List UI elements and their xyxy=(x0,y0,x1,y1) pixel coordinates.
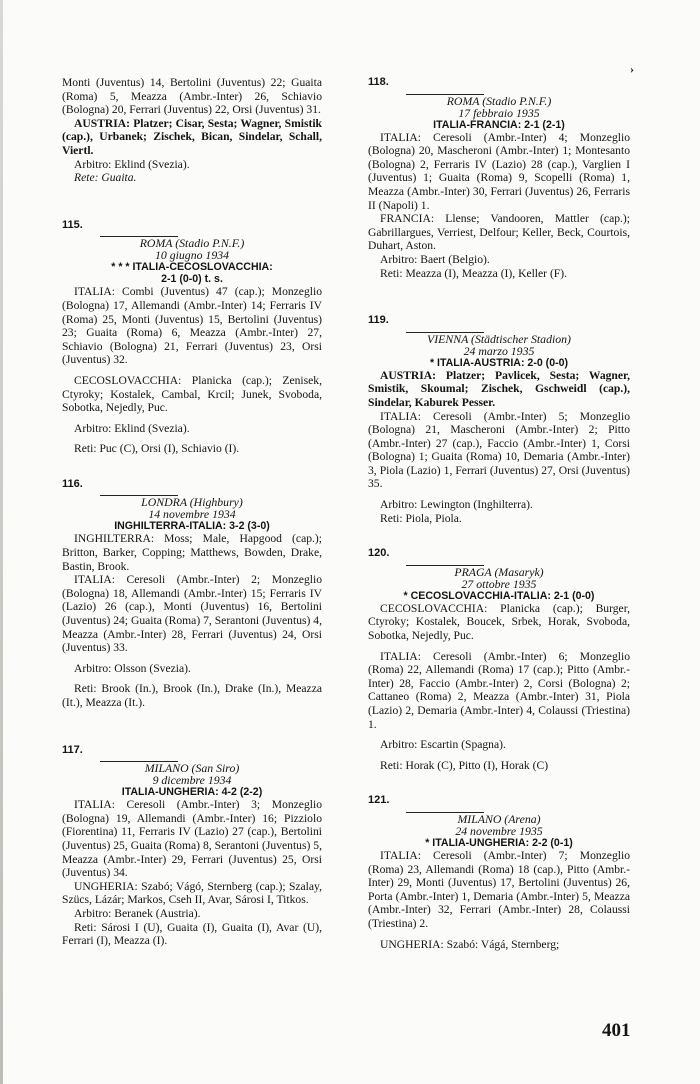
team-lineup: FRANCIA: Llense; Vandooren, Mattler (cap.); Gabrillargues, Verriest, Delfour; Keller, Beck, Courtois, Duhart, Aston. xyxy=(368,212,630,253)
match-title: * CECOSLOVACCHIA-ITALIA: 2-1 (0-0) xyxy=(403,589,595,602)
match-venue: MILANO (Arena) xyxy=(457,811,541,826)
entry-number-119: 119. xyxy=(368,314,389,327)
match-date: 24 marzo 1935 xyxy=(463,343,535,358)
match-goals: Reti: Sárosi I (U), Guaita (I), Guaita (I), Avar (U), Ferrari (I), Meazza (I). xyxy=(62,920,322,948)
right-column xyxy=(368,76,630,951)
match-venue: MILANO (San Siro) xyxy=(144,761,240,776)
match-referee: Arbitro: Eklind (Svezia). xyxy=(74,421,190,435)
match-title: * * * ITALIA-CECOSLOVACCHIA: xyxy=(111,261,273,274)
team-lineup: UNGHERIA: Szabó: Vágá, Sternberg; xyxy=(380,937,560,951)
match-title: ITALIA-FRANCIA: 2-1 (2-1) xyxy=(433,118,565,131)
entry-number-116: 116. xyxy=(62,477,83,490)
match-title: INGHILTERRA-ITALIA: 3-2 (3-0) xyxy=(114,520,270,533)
match-goals: Reti: Meazza (I), Meazza (I), Keller (F). xyxy=(380,266,568,280)
team-lineup: INGHILTERRA: Moss; Male, Hapgood (cap.); Britton, Barker, Copping; Matthews, Bowden, Drake, Bastin, Brook. xyxy=(62,532,322,573)
continued-austria-lineup: AUSTRIA: Platzer; Cisar, Sesta; Wagner, Smistik (cap.), Urbanek; Zischek, Bican, Sindelar, Schall, Viertl. xyxy=(62,116,322,157)
entry-number-120: 120. xyxy=(368,547,390,560)
page-binding-edge xyxy=(0,0,3,1084)
team-lineup: ITALIA: Ceresoli (Ambr.-Inter) 5; Monzeglio (Bologna) 21, Mascheroni (Ambr.-Inter) 2; Pitto (Ambr.-Inter) 27 (cap.), Faccio (Ambr.-Inter) 1, Corsi (Bologna) 1; Guaita (Roma) 10, Demaria (Ambr.-Inter) 3, Piola (Lazio) 1, Ferrari (Juventus) 27, Orsi (Juventus) 35. xyxy=(368,409,630,491)
match-date: 27 ottobre 1935 xyxy=(461,576,537,591)
team-lineup: ITALIA: Ceresoli (Ambr.-Inter) 6; Monzeglio (Roma) 22, Allemandi (Roma) 17 (cap.); Pitto (Ambr.-Inter) 28, Faccio (Ambr.-Inter) 2, Corsi (Bologna) 2; Cattaneo (Roma) 2, Meazza (Ambr.-Inter) 31, Piola (Lazio) 2, Demaria (Ambr.-Inter) 4, Colaussi (Triestina) 1. xyxy=(368,649,630,731)
team-lineup: AUSTRIA: Platzer; Pavlicek, Sesta; Wagner, Smistik, Skoumal; Zischek, Gschweidl (cap.), Sindelar, Kaburek Pesser. xyxy=(368,368,630,409)
team-lineup: CECOSLOVACCHIA: Planicka (cap.); Zenisek, Ctyroky; Kostalek, Cambal, Krcil; Junek, Svoboda, Sobotka, Nejedly, Puc. xyxy=(62,373,322,415)
match-venue: VIENNA (Städtischer Stadion) xyxy=(427,331,571,346)
team-lineup: ITALIA: Ceresoli (Ambr.-Inter) 7; Monzeglio (Roma) 23, Allemandi (Roma) 18 (cap.), Pitto (Ambr.-Inter) 29, Monti (Juventus) 17, Bertolini (Juventus) 26, Porta (Ambr.-Inter) 1, Demaria (Ambr.-Inter) 5, Meazza (Ambr.-Inter) 32, Ferrari (Ambr.-Inter) 28, Colaussi (Triestina) 2. xyxy=(368,848,630,930)
match-date: 9 dicembre 1934 xyxy=(152,773,232,788)
left-column xyxy=(62,76,322,948)
page-number: 401 xyxy=(602,1020,631,1041)
match-date: 10 giugno 1934 xyxy=(154,248,230,263)
continued-italy-lineup: Monti (Juventus) 14, Bertolini (Juventus) 22; Guaita (Roma) 5, Meazza (Ambr.-Inter) 26, Schiavio (Bologna) 20, Ferrari (Juventus) 22, Orsi (Juventus) 31. xyxy=(62,76,322,117)
match-goals: Reti: Horak (C), Pitto (I), Horak (C) xyxy=(380,758,549,772)
match-date: 24 novembre 1935 xyxy=(455,823,543,838)
continued-goals: Rete: Guaita. xyxy=(74,171,137,185)
match-referee: Arbitro: Olsson (Svezia). xyxy=(74,661,191,675)
team-lineup: ITALIA: Ceresoli (Ambr.-Inter) 3; Monzeglio (Bologna) 19, Allemandi (Ambr.-Inter) 16; Pizziolo (Fiorentina) 11, Ferraris IV (Lazio) 27 (cap.), Bertolini (Juventus) 25, Guaita (Roma) 8, Serantoni (Juventus) 5, Meazza (Ambr.-Inter) 29, Ferrari (Juventus) 25, Orsi (Juventus) 34. xyxy=(62,798,322,880)
match-date: 17 febbraio 1935 xyxy=(458,105,540,120)
match-goals: Reti: Piola, Piola. xyxy=(380,511,462,525)
match-venue: PRAGA (Masaryk) xyxy=(454,564,544,579)
entry-number-117: 117. xyxy=(62,743,83,756)
match-referee: Arbitro: Lewington (Inghilterra). xyxy=(380,498,533,512)
match-venue: LONDRA (Highbury) xyxy=(141,495,243,510)
match-score: 2-1 (0-0) t. s. xyxy=(161,273,223,286)
match-venue: ROMA (Stadio P.N.F.) xyxy=(446,93,552,108)
entry-number-121: 121. xyxy=(368,794,390,807)
match-referee: Arbitro: Escartin (Spagna). xyxy=(380,738,506,752)
match-title: ITALIA-UNGHERIA: 4-2 (2-2) xyxy=(121,786,263,799)
match-venue: ROMA (Stadio P.N.F.) xyxy=(139,236,245,251)
match-referee: Arbitro: Baert (Belgio). xyxy=(380,252,490,266)
team-lineup: CECOSLOVACCHIA: Planicka (cap.); Burger, Ctyroky; Kostalek, Boucek, Srbek, Horak, Svoboda, Sobotka, Nejedly, Puc. xyxy=(368,601,630,643)
team-lineup: ITALIA: Ceresoli (Ambr.-Inter) 2; Monzeglio (Bologna) 18, Allemandi (Ambr.-Inter) 15; Ferraris IV (Lazio) 26 (cap.), Monti (Juventus) 16, Bertolini (Juventus) 24; Guaita (Roma) 7, Serantoni (Juventus) 4, Meazza (Ambr.-Inter) 28, Ferrari (Juventus) 24, Orsi (Juventus) 33. xyxy=(62,573,322,655)
match-referee: Arbitro: Beranek (Austria). xyxy=(74,906,201,920)
team-lineup: UNGHERIA: Szabó; Vágó, Sternberg (cap.); Szalay, Szücs, Lázár; Markos, Cseh II, Avar, Sárosi I, Titkos. xyxy=(62,879,322,907)
continued-referee: Arbitro: Eklind (Svezia). xyxy=(74,157,190,171)
match-title: * ITALIA-UNGHERIA: 2-2 (0-1) xyxy=(425,836,573,849)
team-lineup: ITALIA: Ceresoli (Ambr.-Inter) 4; Monzeglio (Bologna) 20, Mascheroni (Ambr.-Inter) 1; Montesanto (Bologna) 2, Ferraris IV (Lazio) 28 (cap.), Varglien I (Juventus) 1; Guaita (Roma) 9, Scopelli (Roma) 1, Meazza (Ambr.-Inter) 30, Ferrari (Juventus) 26, Ferraris II (Napoli) 1. xyxy=(368,130,630,212)
match-title: * ITALIA-AUSTRIA: 2-0 (0-0) xyxy=(429,356,569,369)
team-lineup: ITALIA: Combi (Juventus) 47 (cap.); Monzeglio (Bologna) 17, Allemandi (Ambr.-Inter) 14; Ferraris IV (Roma) 25, Monti (Juventus) 15, Bertolini (Juventus) 23; Guaita (Roma) 6, Meazza (Ambr.-Inter) 27, Schiavio (Bologna) 21, Ferrari (Juventus) 23, Orsi (Juventus) 32. xyxy=(62,285,322,367)
match-goals: Reti: Puc (C), Orsi (I), Schiavio (I). xyxy=(74,442,240,456)
entry-number-115: 115. xyxy=(62,218,83,231)
match-date: 14 novembre 1934 xyxy=(148,507,236,522)
entry-number-118: 118. xyxy=(368,76,389,88)
match-goals: Reti: Brook (In.), Brook (In.), Drake (In.), Meazza (It.), Meazza (It.). xyxy=(62,682,322,709)
page-mark: › xyxy=(630,62,634,76)
